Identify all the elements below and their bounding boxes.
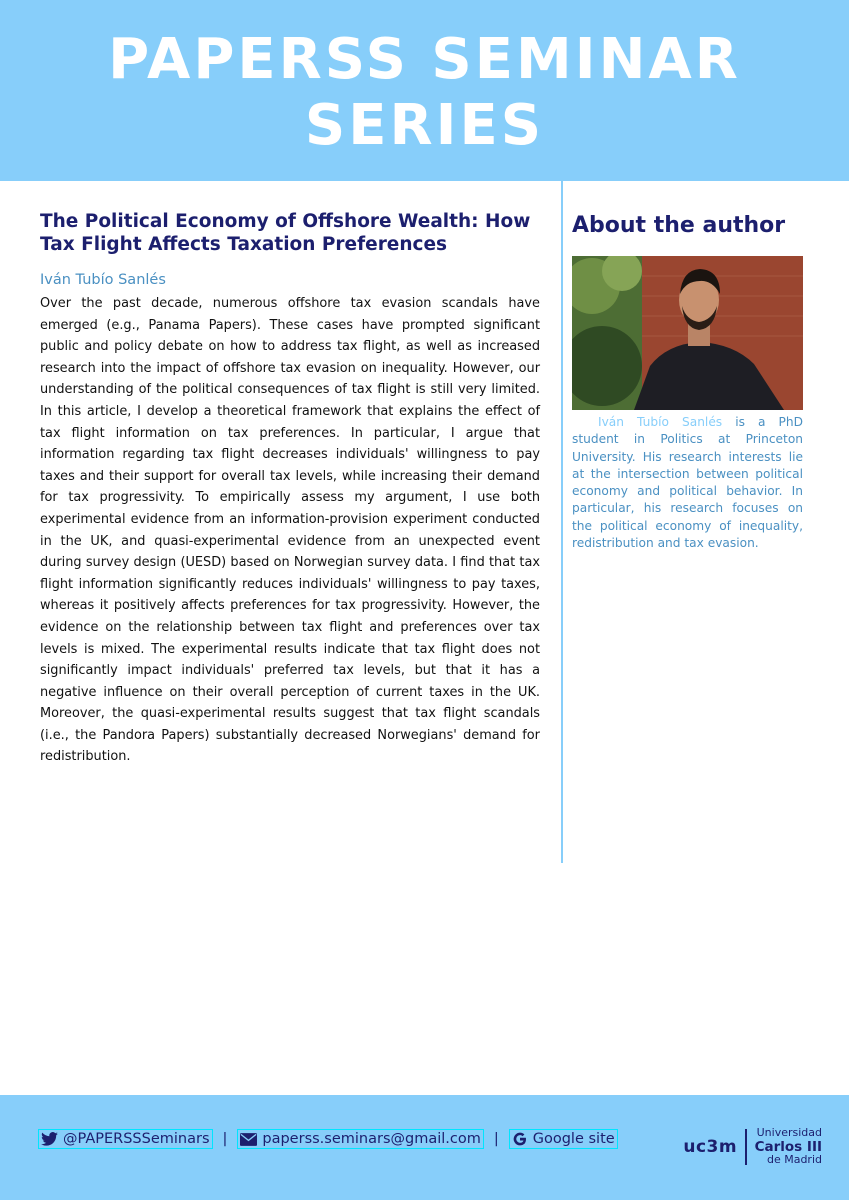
footer-bar xyxy=(0,1095,849,1200)
google-site-link[interactable] xyxy=(509,1129,618,1149)
link-separator: | xyxy=(222,1131,228,1147)
uc3m-wordmark: uc3m xyxy=(683,1136,738,1157)
header-banner xyxy=(0,0,849,181)
article-title: The Political Economy of Offshore Wealth: How Tax Flight Affects Taxation Preferences xyxy=(40,211,531,255)
column-divider xyxy=(561,181,563,863)
twitter-bird-icon xyxy=(41,1132,58,1146)
footer-links xyxy=(38,1129,618,1149)
email-link[interactable] xyxy=(237,1129,483,1149)
link-separator: | xyxy=(493,1131,499,1147)
university-line-3: de Madrid xyxy=(766,1152,822,1166)
bio-text: is a PhD student in Politics at Princeton University. His research interests lie at the intersection between political economy and political behavior. In particular, his research focuses on the political economy of inequality, redistribution and tax evasion. xyxy=(572,415,803,551)
university-line-1: Universidad xyxy=(756,1126,822,1139)
author-bio xyxy=(572,414,803,552)
twitter-link[interactable] xyxy=(38,1129,213,1149)
twitter-handle: @PAPERSSSeminars xyxy=(63,1131,210,1147)
envelope-icon xyxy=(240,1133,257,1146)
article-column xyxy=(40,205,540,768)
article-abstract: Over the past decade, numerous offshore tax evasion scandals have emerged (e.g., Panama Papers). These cases have prompted significant public and policy debate on how to address tax flight, as well as increased research into the impact of offshore tax evasion on inequality. However, our understanding of the political consequences of tax flight is still very limited. In this article, I develop a theoretical framework that explains the effect of tax flight information on tax preferences. In particular, I argue that information regarding tax flight decreases individuals' willingness to pay taxes and their support for overall tax levels, while increasing their demand for tax progressivity. To empirically assess my argument, I use both experimental evidence from an information-provision experiment conducted in the UK, and quasi-experimental evidence from an unexpected event during survey design (UESD) based on Norwegian survey data. I find that tax flight information significantly reduces individuals' willingness to pay taxes, whereas it positively affects preferences for tax progressivity. However, the evidence on the relationship between tax flight and preferences over tax levels is mixed. The experimental results indicate that tax flight does not significantly impact individuals' preferred tax levels, but that it has a negative influence on their overall perception of current taxes in the UK. Moreover, the quasi-experimental results suggest that tax flight scandals (i.e., the Pandora Papers) substantially decreased Norwegians' demand for redistribution. xyxy=(40,296,540,765)
about-author-heading: About the author xyxy=(572,213,786,238)
bio-author-name: Iván Tubío Sanlés xyxy=(598,415,723,429)
google-site-label: Google site xyxy=(532,1131,615,1147)
author-photo xyxy=(572,256,803,410)
email-address: paperss.seminars@gmail.com xyxy=(262,1131,481,1147)
google-g-icon xyxy=(512,1131,528,1147)
article-author: Iván Tubío Sanlés xyxy=(40,272,166,288)
university-line-2: Carlos III xyxy=(754,1138,822,1155)
logo-divider xyxy=(745,1129,747,1165)
uc3m-logo xyxy=(683,1127,822,1166)
seminar-series-title: PAPERSS SEMINAR SERIES xyxy=(108,26,741,158)
university-name xyxy=(755,1127,822,1166)
author-column xyxy=(572,205,803,552)
